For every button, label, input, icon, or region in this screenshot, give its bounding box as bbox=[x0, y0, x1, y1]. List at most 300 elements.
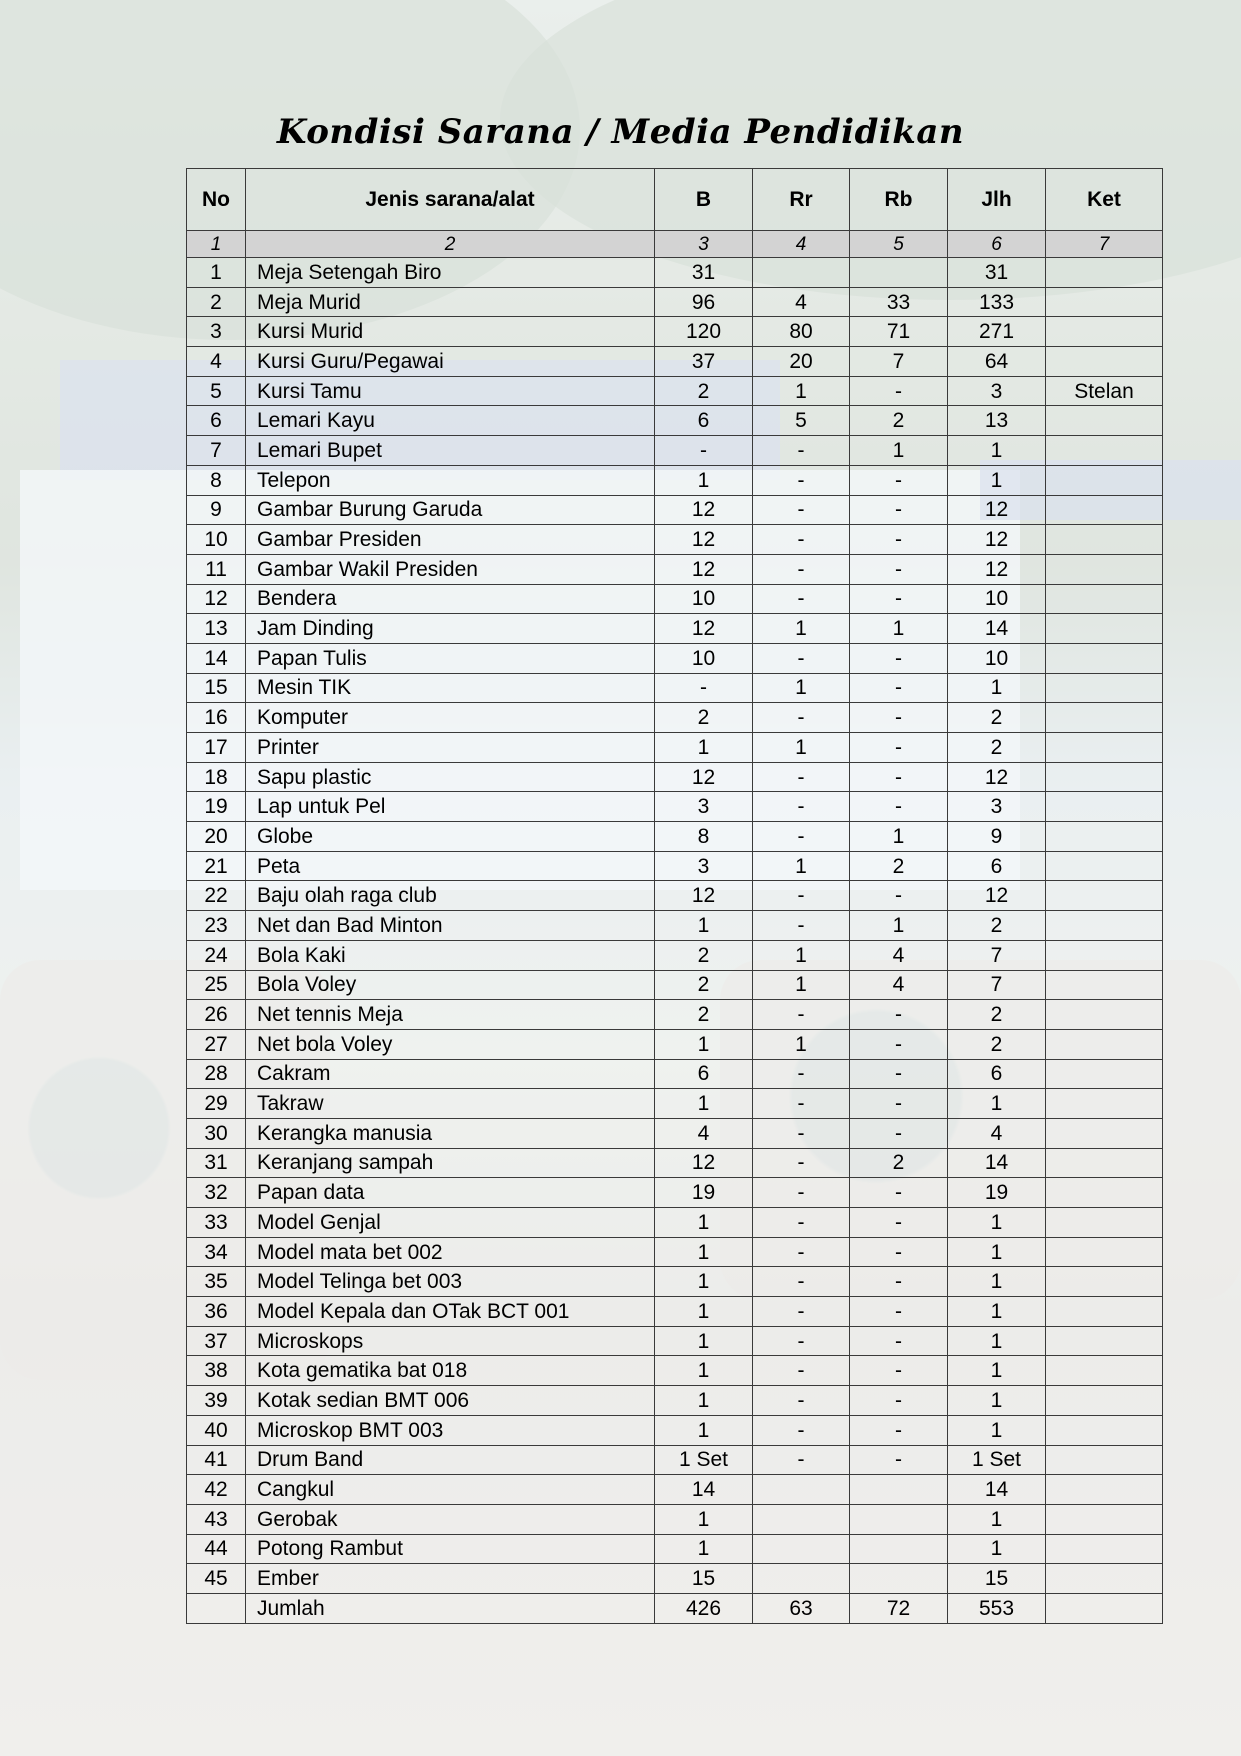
header-ket: Ket bbox=[1046, 169, 1163, 231]
cell-ket bbox=[1046, 1356, 1163, 1386]
cell-b: 12 bbox=[655, 614, 753, 644]
cell-no: 13 bbox=[187, 614, 246, 644]
total-row bbox=[187, 1593, 1163, 1623]
cell-jenis: Kursi Murid bbox=[246, 317, 655, 347]
cell-ket bbox=[1046, 465, 1163, 495]
table-row bbox=[187, 1415, 1163, 1445]
cell-jenis: Gambar Wakil Presiden bbox=[246, 554, 655, 584]
cell-jlh: 4 bbox=[948, 1118, 1046, 1148]
cell-jlh: 1 bbox=[948, 1386, 1046, 1416]
column-index-row bbox=[187, 231, 1163, 258]
cell-ket bbox=[1046, 1000, 1163, 1030]
cell-jenis: Kursi Tamu bbox=[246, 376, 655, 406]
cell-rb bbox=[850, 1534, 948, 1564]
cell-ket bbox=[1046, 406, 1163, 436]
cell-jenis: Kotak sedian BMT 006 bbox=[246, 1386, 655, 1416]
cell-rr bbox=[753, 258, 850, 288]
cell-no: 32 bbox=[187, 1178, 246, 1208]
cell-ket bbox=[1046, 436, 1163, 466]
cell-jenis: Drum Band bbox=[246, 1445, 655, 1475]
cell-rr: - bbox=[753, 1326, 850, 1356]
cell-jlh: 13 bbox=[948, 406, 1046, 436]
table-row bbox=[187, 1356, 1163, 1386]
cell-rb: - bbox=[850, 1415, 948, 1445]
cell-ket bbox=[1046, 1267, 1163, 1297]
cell-jenis: Bola Kaki bbox=[246, 940, 655, 970]
total-rb: 72 bbox=[850, 1593, 948, 1623]
cell-jlh: 1 bbox=[948, 1415, 1046, 1445]
cell-b: 8 bbox=[655, 822, 753, 852]
cell-ket bbox=[1046, 1504, 1163, 1534]
cell-b: 2 bbox=[655, 1000, 753, 1030]
cell-jlh: 64 bbox=[948, 347, 1046, 377]
cell-b: 15 bbox=[655, 1564, 753, 1594]
table-row bbox=[187, 406, 1163, 436]
cell-rr: 1 bbox=[753, 940, 850, 970]
table-row bbox=[187, 1059, 1163, 1089]
cell-no: 44 bbox=[187, 1534, 246, 1564]
cell-jlh: 1 bbox=[948, 465, 1046, 495]
cell-rr: - bbox=[753, 1297, 850, 1327]
cell-rb: - bbox=[850, 525, 948, 555]
cell-no: 11 bbox=[187, 554, 246, 584]
cell-b: 2 bbox=[655, 970, 753, 1000]
cell-rb: 33 bbox=[850, 287, 948, 317]
cell-b: 12 bbox=[655, 762, 753, 792]
cell-ket bbox=[1046, 1178, 1163, 1208]
cell-jenis: Jam Dinding bbox=[246, 614, 655, 644]
cell-ket bbox=[1046, 1386, 1163, 1416]
cell-no: 40 bbox=[187, 1415, 246, 1445]
cell-b: 1 bbox=[655, 1208, 753, 1238]
cell-rb: - bbox=[850, 465, 948, 495]
cell-rb: 71 bbox=[850, 317, 948, 347]
cell-b: 1 bbox=[655, 1504, 753, 1534]
cell-ket bbox=[1046, 1415, 1163, 1445]
cell-no: 30 bbox=[187, 1118, 246, 1148]
cell-no: 38 bbox=[187, 1356, 246, 1386]
cell-ket bbox=[1046, 733, 1163, 763]
table-row bbox=[187, 851, 1163, 881]
cell-no: 37 bbox=[187, 1326, 246, 1356]
table-row bbox=[187, 703, 1163, 733]
cell-rr: - bbox=[753, 1445, 850, 1475]
table-row bbox=[187, 1237, 1163, 1267]
cell-b: 1 bbox=[655, 1386, 753, 1416]
cell-rr: - bbox=[753, 881, 850, 911]
cell-jenis: Net bola Voley bbox=[246, 1029, 655, 1059]
header-no: No bbox=[187, 169, 246, 231]
cell-no: 17 bbox=[187, 733, 246, 763]
cell-ket bbox=[1046, 525, 1163, 555]
cell-no: 8 bbox=[187, 465, 246, 495]
total-ket bbox=[1046, 1593, 1163, 1623]
total-no bbox=[187, 1593, 246, 1623]
cell-rb: - bbox=[850, 792, 948, 822]
cell-jenis: Globe bbox=[246, 822, 655, 852]
cell-rr: - bbox=[753, 1148, 850, 1178]
table-row bbox=[187, 1089, 1163, 1119]
cell-ket bbox=[1046, 762, 1163, 792]
cell-jlh: 31 bbox=[948, 258, 1046, 288]
cell-jenis: Gambar Presiden bbox=[246, 525, 655, 555]
cell-ket bbox=[1046, 584, 1163, 614]
cell-rb bbox=[850, 1504, 948, 1534]
cell-b: 1 bbox=[655, 1029, 753, 1059]
cell-rb: - bbox=[850, 1059, 948, 1089]
table-row bbox=[187, 733, 1163, 763]
cell-no: 45 bbox=[187, 1564, 246, 1594]
index-cell: 1 bbox=[187, 231, 246, 258]
cell-b: 19 bbox=[655, 1178, 753, 1208]
cell-b: 1 bbox=[655, 465, 753, 495]
cell-jenis: Lemari Bupet bbox=[246, 436, 655, 466]
cell-ket bbox=[1046, 703, 1163, 733]
cell-no: 43 bbox=[187, 1504, 246, 1534]
cell-rr bbox=[753, 1475, 850, 1505]
cell-jlh: 7 bbox=[948, 940, 1046, 970]
table-row bbox=[187, 881, 1163, 911]
cell-jlh: 1 bbox=[948, 436, 1046, 466]
cell-b: 1 bbox=[655, 1356, 753, 1386]
cell-jlh: 1 bbox=[948, 1326, 1046, 1356]
cell-ket bbox=[1046, 970, 1163, 1000]
table-row bbox=[187, 317, 1163, 347]
cell-jlh: 1 bbox=[948, 1237, 1046, 1267]
cell-ket bbox=[1046, 673, 1163, 703]
cell-no: 21 bbox=[187, 851, 246, 881]
cell-rr: - bbox=[753, 1118, 850, 1148]
cell-rb: 2 bbox=[850, 851, 948, 881]
cell-jlh: 10 bbox=[948, 584, 1046, 614]
cell-rr: - bbox=[753, 1178, 850, 1208]
cell-rb: - bbox=[850, 1386, 948, 1416]
cell-ket bbox=[1046, 495, 1163, 525]
cell-b: 12 bbox=[655, 1148, 753, 1178]
cell-jlh: 12 bbox=[948, 525, 1046, 555]
cell-ket bbox=[1046, 1029, 1163, 1059]
cell-b: 1 bbox=[655, 1267, 753, 1297]
cell-jenis: Cangkul bbox=[246, 1475, 655, 1505]
cell-rb: - bbox=[850, 643, 948, 673]
cell-ket bbox=[1046, 1475, 1163, 1505]
cell-rb: - bbox=[850, 1118, 948, 1148]
cell-no: 19 bbox=[187, 792, 246, 822]
table-row bbox=[187, 525, 1163, 555]
cell-jlh: 2 bbox=[948, 911, 1046, 941]
cell-no: 6 bbox=[187, 406, 246, 436]
table-row bbox=[187, 436, 1163, 466]
cell-jenis: Net dan Bad Minton bbox=[246, 911, 655, 941]
cell-ket bbox=[1046, 287, 1163, 317]
cell-rb: - bbox=[850, 1356, 948, 1386]
total-jlh: 553 bbox=[948, 1593, 1046, 1623]
cell-b: 6 bbox=[655, 1059, 753, 1089]
cell-jlh: 12 bbox=[948, 495, 1046, 525]
table-row bbox=[187, 347, 1163, 377]
cell-jlh: 133 bbox=[948, 287, 1046, 317]
cell-jlh: 12 bbox=[948, 554, 1046, 584]
cell-jlh: 10 bbox=[948, 643, 1046, 673]
cell-rr: - bbox=[753, 1356, 850, 1386]
cell-ket bbox=[1046, 1148, 1163, 1178]
table-row bbox=[187, 762, 1163, 792]
cell-jenis: Papan data bbox=[246, 1178, 655, 1208]
cell-rr: - bbox=[753, 1059, 850, 1089]
cell-b: 10 bbox=[655, 643, 753, 673]
table-row bbox=[187, 258, 1163, 288]
index-cell: 4 bbox=[753, 231, 850, 258]
cell-b: 2 bbox=[655, 940, 753, 970]
cell-jenis: Model Telinga bet 003 bbox=[246, 1267, 655, 1297]
cell-no: 34 bbox=[187, 1237, 246, 1267]
cell-b: 3 bbox=[655, 851, 753, 881]
cell-rr: - bbox=[753, 495, 850, 525]
table-row bbox=[187, 1297, 1163, 1327]
cell-no: 29 bbox=[187, 1089, 246, 1119]
cell-b: 1 bbox=[655, 733, 753, 763]
cell-jlh: 2 bbox=[948, 703, 1046, 733]
table-row bbox=[187, 970, 1163, 1000]
cell-jenis: Meja Setengah Biro bbox=[246, 258, 655, 288]
cell-rb: - bbox=[850, 1089, 948, 1119]
cell-no: 5 bbox=[187, 376, 246, 406]
cell-b: 10 bbox=[655, 584, 753, 614]
table-row bbox=[187, 1534, 1163, 1564]
cell-rb: - bbox=[850, 1237, 948, 1267]
cell-jlh: 19 bbox=[948, 1178, 1046, 1208]
cell-ket: Stelan bbox=[1046, 376, 1163, 406]
cell-rr: - bbox=[753, 1386, 850, 1416]
cell-jenis: Kursi Guru/Pegawai bbox=[246, 347, 655, 377]
cell-b: 2 bbox=[655, 703, 753, 733]
cell-ket bbox=[1046, 1118, 1163, 1148]
table-row bbox=[187, 1118, 1163, 1148]
cell-rb: 1 bbox=[850, 822, 948, 852]
cell-b: 1 bbox=[655, 911, 753, 941]
cell-no: 3 bbox=[187, 317, 246, 347]
cell-jenis: Mesin TIK bbox=[246, 673, 655, 703]
cell-rr: 1 bbox=[753, 733, 850, 763]
inventory-table bbox=[186, 168, 1163, 1624]
table-row bbox=[187, 465, 1163, 495]
cell-ket bbox=[1046, 851, 1163, 881]
cell-jenis: Microskops bbox=[246, 1326, 655, 1356]
cell-no: 20 bbox=[187, 822, 246, 852]
cell-no: 31 bbox=[187, 1148, 246, 1178]
cell-jenis: Keranjang sampah bbox=[246, 1148, 655, 1178]
cell-rb bbox=[850, 1564, 948, 1594]
cell-rb: - bbox=[850, 1208, 948, 1238]
cell-no: 25 bbox=[187, 970, 246, 1000]
cell-rb: - bbox=[850, 1267, 948, 1297]
cell-no: 33 bbox=[187, 1208, 246, 1238]
cell-jenis: Printer bbox=[246, 733, 655, 763]
cell-no: 35 bbox=[187, 1267, 246, 1297]
cell-b: 37 bbox=[655, 347, 753, 377]
cell-no: 15 bbox=[187, 673, 246, 703]
cell-no: 22 bbox=[187, 881, 246, 911]
total-b: 426 bbox=[655, 1593, 753, 1623]
cell-rb: - bbox=[850, 1178, 948, 1208]
table-row bbox=[187, 1475, 1163, 1505]
cell-jenis: Bendera bbox=[246, 584, 655, 614]
cell-no: 12 bbox=[187, 584, 246, 614]
cell-no: 26 bbox=[187, 1000, 246, 1030]
cell-rr bbox=[753, 1534, 850, 1564]
table-row bbox=[187, 614, 1163, 644]
cell-b: 1 Set bbox=[655, 1445, 753, 1475]
cell-ket bbox=[1046, 911, 1163, 941]
cell-b: 1 bbox=[655, 1237, 753, 1267]
index-cell: 5 bbox=[850, 231, 948, 258]
cell-rr: 1 bbox=[753, 673, 850, 703]
cell-jlh: 14 bbox=[948, 614, 1046, 644]
cell-b: 14 bbox=[655, 1475, 753, 1505]
cell-jlh: 1 bbox=[948, 1267, 1046, 1297]
table-row bbox=[187, 940, 1163, 970]
cell-b: 1 bbox=[655, 1534, 753, 1564]
cell-rr: - bbox=[753, 911, 850, 941]
table-row bbox=[187, 792, 1163, 822]
cell-jenis: Kota gematika bat 018 bbox=[246, 1356, 655, 1386]
cell-b: 4 bbox=[655, 1118, 753, 1148]
table-row bbox=[187, 1029, 1163, 1059]
cell-jlh: 271 bbox=[948, 317, 1046, 347]
cell-b: 31 bbox=[655, 258, 753, 288]
table-row bbox=[187, 584, 1163, 614]
table-row bbox=[187, 643, 1163, 673]
cell-ket bbox=[1046, 1208, 1163, 1238]
cell-rb: 1 bbox=[850, 614, 948, 644]
cell-ket bbox=[1046, 1326, 1163, 1356]
cell-rr bbox=[753, 1504, 850, 1534]
cell-jenis: Takraw bbox=[246, 1089, 655, 1119]
cell-b: 3 bbox=[655, 792, 753, 822]
cell-rb: 1 bbox=[850, 911, 948, 941]
cell-jlh: 9 bbox=[948, 822, 1046, 852]
cell-rr: 80 bbox=[753, 317, 850, 347]
cell-rb bbox=[850, 258, 948, 288]
cell-ket bbox=[1046, 258, 1163, 288]
cell-ket bbox=[1046, 940, 1163, 970]
cell-jenis: Potong Rambut bbox=[246, 1534, 655, 1564]
cell-jenis: Sapu plastic bbox=[246, 762, 655, 792]
cell-rb: - bbox=[850, 584, 948, 614]
cell-ket bbox=[1046, 792, 1163, 822]
cell-b: 6 bbox=[655, 406, 753, 436]
cell-b: 12 bbox=[655, 881, 753, 911]
table-row bbox=[187, 1000, 1163, 1030]
cell-rb: - bbox=[850, 673, 948, 703]
cell-rr: - bbox=[753, 1267, 850, 1297]
cell-jlh: 2 bbox=[948, 733, 1046, 763]
cell-no: 4 bbox=[187, 347, 246, 377]
cell-jenis: Model Genjal bbox=[246, 1208, 655, 1238]
cell-no: 41 bbox=[187, 1445, 246, 1475]
cell-no: 39 bbox=[187, 1386, 246, 1416]
cell-ket bbox=[1046, 1297, 1163, 1327]
cell-rb: 1 bbox=[850, 436, 948, 466]
header-rb: Rb bbox=[850, 169, 948, 231]
index-cell: 2 bbox=[246, 231, 655, 258]
cell-jlh: 3 bbox=[948, 792, 1046, 822]
cell-rb: - bbox=[850, 1029, 948, 1059]
index-cell: 7 bbox=[1046, 231, 1163, 258]
cell-jenis: Peta bbox=[246, 851, 655, 881]
cell-rb: - bbox=[850, 1000, 948, 1030]
cell-rr: - bbox=[753, 1208, 850, 1238]
cell-ket bbox=[1046, 1089, 1163, 1119]
cell-jenis: Bola Voley bbox=[246, 970, 655, 1000]
page-title: Kondisi Sarana / Media Pendidikan bbox=[276, 112, 965, 152]
cell-b: 120 bbox=[655, 317, 753, 347]
cell-rr: - bbox=[753, 643, 850, 673]
cell-rr: 5 bbox=[753, 406, 850, 436]
cell-jenis: Gerobak bbox=[246, 1504, 655, 1534]
cell-jenis: Meja Murid bbox=[246, 287, 655, 317]
cell-jlh: 1 bbox=[948, 1089, 1046, 1119]
header-rr: Rr bbox=[753, 169, 850, 231]
cell-ket bbox=[1046, 1237, 1163, 1267]
cell-no: 1 bbox=[187, 258, 246, 288]
cell-rb: - bbox=[850, 762, 948, 792]
cell-b: 96 bbox=[655, 287, 753, 317]
cell-jlh: 12 bbox=[948, 762, 1046, 792]
cell-rr: - bbox=[753, 554, 850, 584]
cell-jlh: 1 Set bbox=[948, 1445, 1046, 1475]
cell-no: 10 bbox=[187, 525, 246, 555]
table-row bbox=[187, 822, 1163, 852]
cell-jlh: 15 bbox=[948, 1564, 1046, 1594]
header-row bbox=[187, 169, 1163, 231]
table-row bbox=[187, 376, 1163, 406]
cell-jenis: Cakram bbox=[246, 1059, 655, 1089]
cell-rb: 2 bbox=[850, 406, 948, 436]
cell-rr: 1 bbox=[753, 614, 850, 644]
cell-rb: - bbox=[850, 376, 948, 406]
cell-rb: - bbox=[850, 1326, 948, 1356]
cell-ket bbox=[1046, 317, 1163, 347]
cell-b: 12 bbox=[655, 554, 753, 584]
cell-rb: - bbox=[850, 1297, 948, 1327]
cell-b: 1 bbox=[655, 1415, 753, 1445]
cell-rr: 4 bbox=[753, 287, 850, 317]
cell-jenis: Lemari Kayu bbox=[246, 406, 655, 436]
header-jlh: Jlh bbox=[948, 169, 1046, 231]
cell-jlh: 1 bbox=[948, 1208, 1046, 1238]
cell-jlh: 7 bbox=[948, 970, 1046, 1000]
cell-ket bbox=[1046, 1534, 1163, 1564]
cell-ket bbox=[1046, 347, 1163, 377]
cell-jlh: 1 bbox=[948, 673, 1046, 703]
cell-b: - bbox=[655, 436, 753, 466]
total-rr: 63 bbox=[753, 1593, 850, 1623]
cell-b: 1 bbox=[655, 1297, 753, 1327]
table-row bbox=[187, 1208, 1163, 1238]
table-row bbox=[187, 1445, 1163, 1475]
cell-no: 42 bbox=[187, 1475, 246, 1505]
cell-rb bbox=[850, 1475, 948, 1505]
cell-rr: 20 bbox=[753, 347, 850, 377]
cell-ket bbox=[1046, 881, 1163, 911]
table-row bbox=[187, 911, 1163, 941]
table-row bbox=[187, 1267, 1163, 1297]
cell-jenis: Net tennis Meja bbox=[246, 1000, 655, 1030]
cell-rb: 4 bbox=[850, 970, 948, 1000]
cell-jenis: Gambar Burung Garuda bbox=[246, 495, 655, 525]
cell-jlh: 6 bbox=[948, 1059, 1046, 1089]
